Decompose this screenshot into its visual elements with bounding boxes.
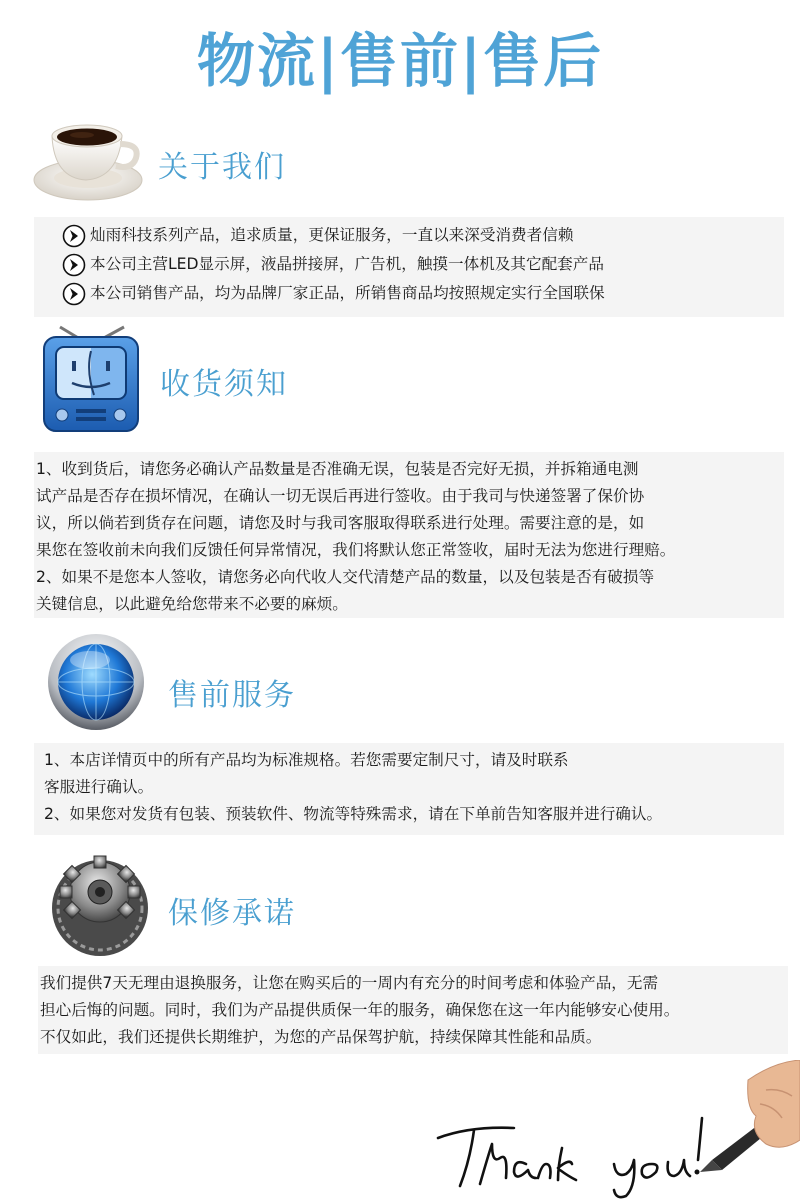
presale-line-3: 2、如果您对发货有包装、预装软件、物流等特殊需求，请在下单前告知客服并进行确认。 — [44, 805, 663, 823]
about-heading: 关于我们 — [158, 150, 286, 185]
receiving-line-1: 1、收到货后，请您务必确认产品数量是否准确无误，包装是否完好无损，并拆箱通电测 — [36, 460, 639, 478]
presale-heading: 售前服务 — [168, 678, 296, 713]
receiving-line-3: 议，所以倘若到货存在问题，请您及时与我司客服取得联系进行处理。需要注意的是，如 — [36, 514, 645, 532]
warranty-line-3: 不仅如此，我们还提供长期维护，为您的产品保驾护航，持续保障其性能和品质。 — [40, 1028, 602, 1046]
presale-panel — [34, 743, 784, 835]
globe-orb-icon — [40, 630, 160, 730]
warranty-line-2: 担心后悔的问题。同时，我们为产品提供质保一年的服务，确保您在这一年内能够安心使用。 — [40, 1001, 680, 1019]
thank-you-signature — [430, 1060, 800, 1200]
warranty-panel — [38, 966, 788, 1054]
section-header-warranty — [0, 846, 800, 946]
section-header-about — [0, 108, 800, 208]
presale-line-1: 1、本店详情页中的所有产品均为标准规格。若您需要定制尺寸，请及时联系 — [44, 751, 569, 769]
arrow-circle-icon — [62, 282, 86, 306]
list-item — [34, 279, 784, 308]
coffee-cup-icon — [32, 108, 152, 208]
list-item — [34, 250, 784, 279]
receiving-line-2: 试产品是否存在损坏情况，在确认一切无误后再进行签收。由于我司与快递签署了保价协 — [36, 487, 645, 505]
presale-line-2: 客服进行确认。 — [44, 778, 154, 796]
hand-pen-icon — [700, 1060, 800, 1172]
receiving-line-5: 2、如果不是您本人签收，请您务必向代收人交代清楚产品的数量，以及包装是否有破损等 — [36, 568, 655, 586]
warranty-line-1: 我们提供7天无理由退换服务，让您在购买后的一周内有充分的时间考虑和体验产品，无需 — [40, 974, 659, 992]
section-header-presale — [0, 630, 800, 730]
arrow-circle-icon — [62, 224, 86, 248]
tv-finder-icon — [40, 325, 160, 425]
about-bullet-2: 本公司主营LED显示屏，液晶拼接屏，广告机，触摸一体机及其它配套产品 — [90, 255, 604, 273]
about-bullet-3: 本公司销售产品，均为品牌厂家正品，所销售商品均按照规定实行全国联保 — [90, 284, 605, 302]
arrow-circle-icon — [62, 253, 86, 277]
section-header-receiving — [0, 325, 800, 425]
page-title: 物流|售前|售后 — [196, 27, 604, 95]
receiving-line-6: 关键信息，以此避免给您带来不必要的麻烦。 — [36, 595, 348, 613]
list-item — [34, 221, 784, 250]
receiving-heading: 收货须知 — [160, 367, 288, 402]
warranty-heading: 保修承诺 — [168, 896, 296, 931]
about-bullet-1: 灿雨科技系列产品，追求质量，更保证服务，一直以来深受消费者信赖 — [90, 226, 574, 244]
receiving-line-4: 果您在签收前未向我们反馈任何异常情况，我们将默认您正常签收，届时无法为您进行理赔。 — [36, 541, 676, 559]
receiving-panel — [34, 452, 784, 618]
about-panel — [34, 217, 784, 317]
gear-icon — [44, 846, 164, 946]
